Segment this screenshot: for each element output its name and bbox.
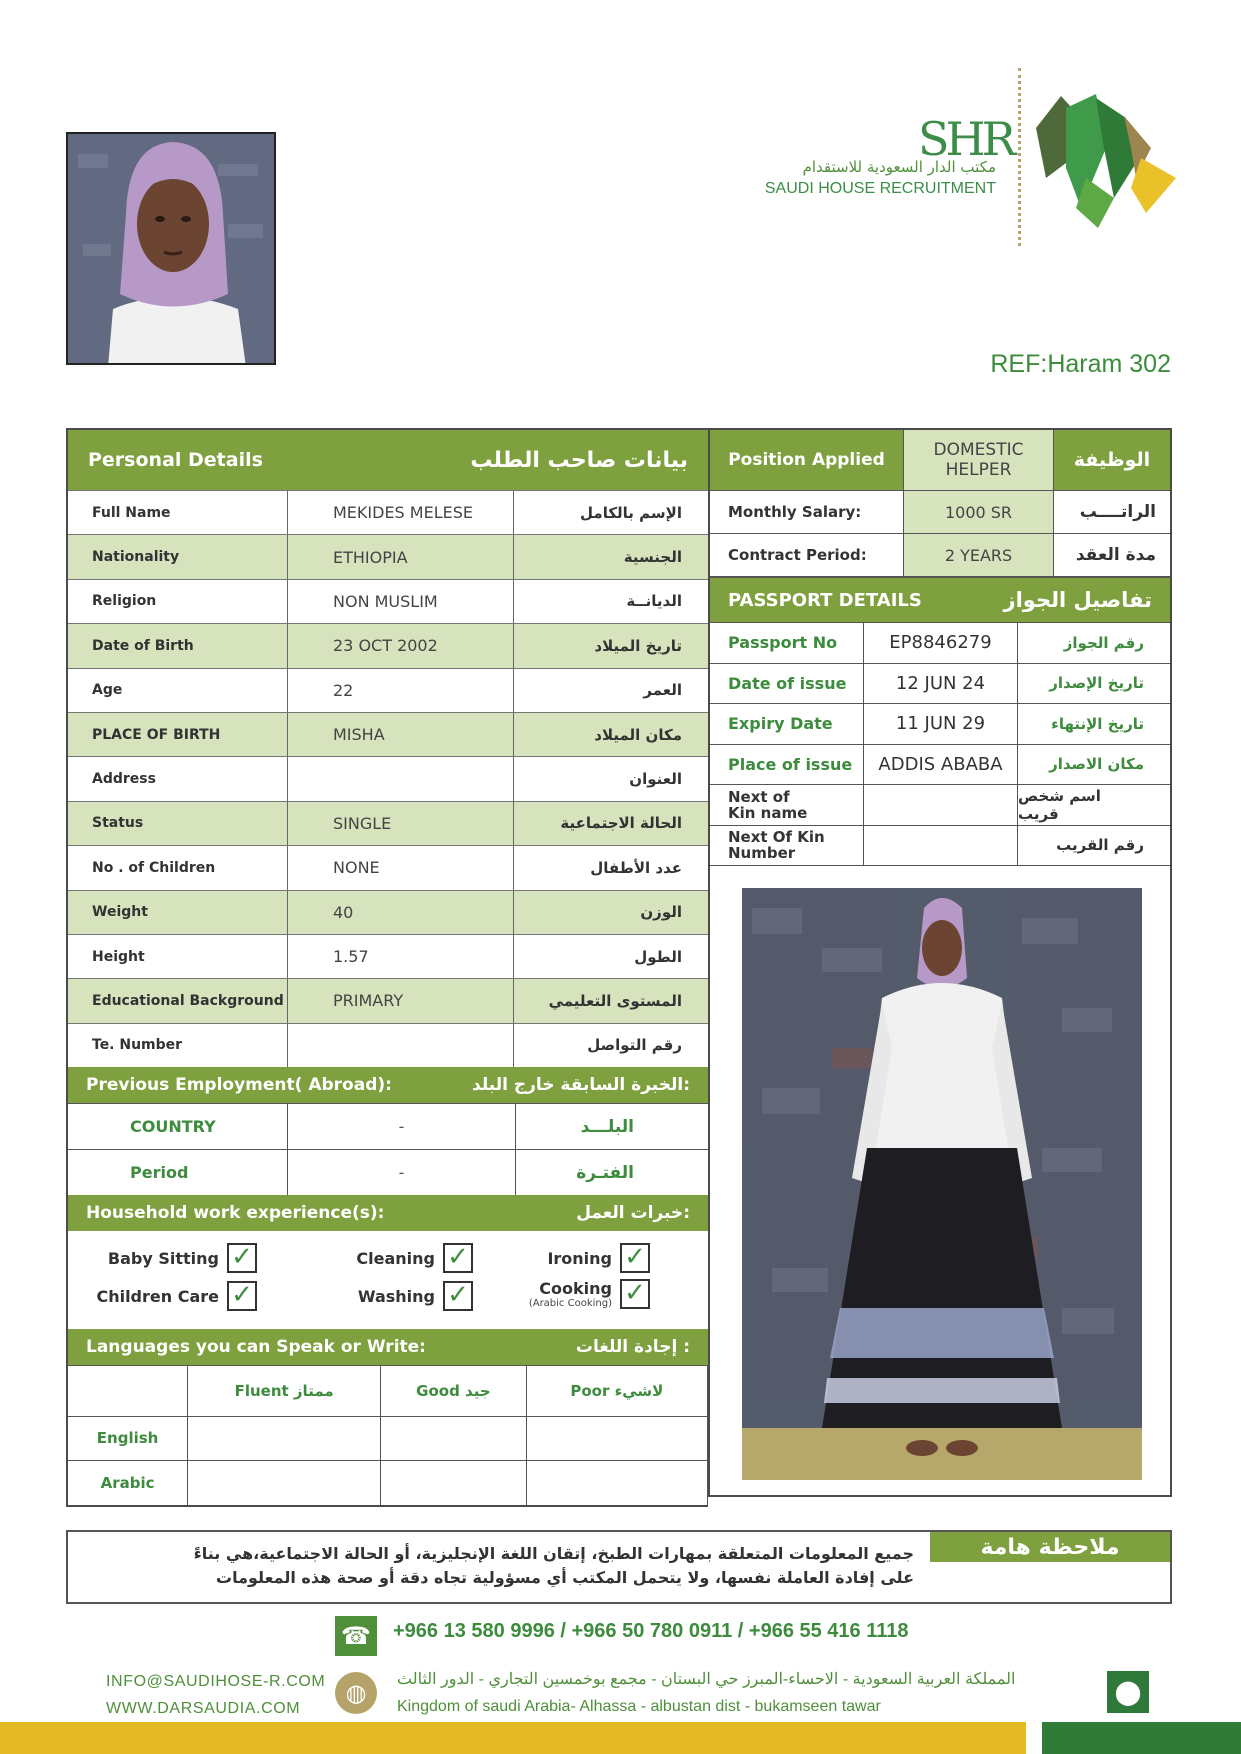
personal-label-en: Educational Background [68, 979, 288, 1022]
personal-row [68, 890, 708, 934]
passport-label-ar: رقم الجواز [1063, 633, 1144, 652]
chk-cooking-sub: (Arabic Cooking) [528, 1298, 612, 1310]
passport-row [710, 784, 1170, 825]
household-title-en: Household work experience(s): [86, 1203, 385, 1224]
lang-cell[interactable] [526, 1416, 707, 1460]
passport-label-ar: تاريخ الإصدار [1049, 674, 1144, 693]
contract-label-ar: مدة العقد [1075, 545, 1156, 565]
personal-details-title-ar: بيانات صاحب الطلب [470, 447, 688, 473]
personal-label-en: Height [68, 935, 288, 978]
lang-arabic-label: Arabic [68, 1461, 188, 1506]
personal-value[interactable]: SINGLE [288, 802, 514, 845]
personal-value[interactable]: 40 [288, 891, 514, 934]
personal-row [68, 579, 708, 623]
personal-label-en: Date of Birth [68, 624, 288, 667]
previous-value[interactable]: - [288, 1104, 516, 1149]
personal-row [68, 534, 708, 578]
checkbox-checked[interactable]: ✓ [227, 1243, 257, 1273]
full-body-image [742, 888, 1142, 1480]
previous-label-ar: الفتـرة [576, 1162, 634, 1183]
passport-rows [710, 622, 1170, 865]
lang-level-fluent: Fluent ممتاز [188, 1366, 381, 1417]
position-value: DOMESTIC HELPER [904, 430, 1054, 490]
company-logo [764, 60, 1180, 250]
personal-row [68, 668, 708, 712]
note-line-1: جميع المعلومات المتعلقة بمهارات الطبخ، إتقان اللغة الإنجليزية، أو الحالة الاجتماعية،هي بناءً [193, 1544, 914, 1563]
personal-value[interactable]: NONE [288, 846, 514, 889]
personal-label-ar: الإسم بالكامل [580, 503, 682, 522]
applicant-full-body-photo [742, 888, 1142, 1480]
passport-label-en: Date of issue [710, 664, 864, 704]
personal-value[interactable]: PRIMARY [288, 979, 514, 1022]
passport-table-bottom-rule [710, 865, 1170, 866]
personal-value[interactable]: MISHA [288, 713, 514, 756]
chk-cooking-label: Cooking [539, 1279, 612, 1299]
passport-row [710, 744, 1170, 785]
phone-numbers[interactable]: +966 13 580 9996 / +966 50 780 0911 / +966 55 416 1118 [393, 1620, 909, 1642]
passport-label-en: Expiry Date [710, 704, 864, 744]
checkbox-checked[interactable]: ✓ [443, 1281, 473, 1311]
personal-value[interactable]: NON MUSLIM [288, 580, 514, 623]
previous-employment-header [68, 1067, 708, 1103]
previous-row [68, 1149, 708, 1195]
personal-row [68, 845, 708, 889]
personal-label-ar: العمر [643, 681, 682, 700]
passport-row [710, 703, 1170, 744]
personal-details-rows [68, 490, 708, 1067]
personal-row [68, 712, 708, 756]
logo-divider [1018, 68, 1021, 246]
personal-label-en: Age [68, 669, 288, 712]
chk-label: Children Care [96, 1286, 219, 1306]
personal-value[interactable]: 23 OCT 2002 [288, 624, 514, 667]
note-title: ملاحظة هامة [930, 1532, 1170, 1562]
personal-details-title-en: Personal Details [88, 449, 263, 471]
previous-label-ar: البلـــد [580, 1116, 634, 1137]
logo-map-emblem [1026, 88, 1176, 228]
household-title-ar: خبرات العمل: [576, 1203, 690, 1224]
lang-english-label: English [68, 1416, 188, 1460]
checkbox-checked[interactable]: ✓ [227, 1281, 257, 1311]
lang-cell[interactable] [381, 1416, 527, 1460]
personal-label-ar: رقم التواصل [587, 1036, 682, 1055]
previous-row [68, 1103, 708, 1149]
personal-row [68, 934, 708, 978]
personal-label-ar: الوزن [640, 903, 682, 922]
address-en: Kingdom of saudi Arabia- Alhassa - albustan dist - bukamseen tawar [397, 1698, 881, 1715]
passport-value[interactable]: 11 JUN 29 [864, 704, 1018, 744]
salary-value: 1000 SR [904, 491, 1054, 533]
chk-label: Ironing [547, 1248, 612, 1268]
passport-value[interactable] [864, 785, 1018, 825]
lang-corner-cell [68, 1366, 188, 1417]
languages-table [68, 1365, 708, 1505]
personal-value[interactable]: MEKIDES MELESE [288, 491, 514, 534]
previous-label-en: Period [68, 1150, 288, 1195]
previous-label-en: COUNTRY [68, 1104, 288, 1149]
languages-title-en: Languages you can Speak or Write: [86, 1337, 426, 1358]
languages-title-ar: إجادة اللغات : [575, 1337, 690, 1358]
address-block [397, 1666, 1015, 1720]
passport-value[interactable] [864, 826, 1018, 866]
important-note-box [66, 1530, 1172, 1604]
personal-value[interactable]: 1.57 [288, 935, 514, 978]
household-checklist [68, 1231, 708, 1329]
previous-employment-title-ar: الخبرة السابقة خارج البلد: [472, 1075, 690, 1096]
passport-title-en: PASSPORT DETAILS [728, 589, 922, 611]
personal-label-en: PLACE OF BIRTH [68, 713, 288, 756]
website-link[interactable]: WWW.DARSAUDIA.COM [106, 1700, 301, 1717]
email-link[interactable]: INFO@SAUDIHOSE-R.COM [106, 1673, 326, 1690]
passport-label-en: Place of issue [710, 745, 864, 785]
checkbox-checked[interactable]: ✓ [443, 1243, 473, 1273]
personal-label-ar: تاريخ الميلاد [594, 636, 682, 655]
contact-links [106, 1668, 325, 1722]
chk-cleaning [323, 1243, 473, 1273]
position-label-en: Position Applied [710, 430, 904, 490]
personal-label-ar: عدد الأطفال [590, 858, 682, 877]
passport-row [710, 825, 1170, 866]
personal-label-en: Religion [68, 580, 288, 623]
chk-label [529, 1279, 612, 1309]
contract-value: 2 YEARS [904, 534, 1054, 576]
lang-level-good: Good جيد [381, 1366, 527, 1417]
passport-label-ar: اسم شخص قريب [1018, 786, 1101, 823]
chk-children-care [92, 1281, 257, 1311]
personal-label-en: Te. Number [68, 1024, 288, 1067]
phone-icon: ☎ [335, 1616, 377, 1656]
chk-ironing [498, 1243, 650, 1273]
note-line-2: على إفادة العاملة نفسها، ولا يتحمل المكتب أي مسؤولية تجاه دقة أو صحة هذه المعلومات [216, 1568, 914, 1587]
contract-label-en: Contract Period: [710, 534, 904, 576]
applicant-portrait-photo [66, 132, 276, 365]
globe-icon: ◍ [335, 1672, 377, 1714]
address-ar: المملكة العربية السعودية - الاحساء-المبرز حي البستان - مجمع بوخمسين التجاري - الدور الثالث [397, 1671, 1016, 1688]
lang-cell[interactable] [526, 1461, 707, 1506]
personal-row [68, 801, 708, 845]
logo-english-name: SAUDI HOUSE RECRUITMENT [764, 180, 996, 197]
passport-header [710, 576, 1170, 622]
salary-label-en: Monthly Salary: [710, 491, 904, 533]
personal-label-ar: مكان الميلاد [594, 725, 682, 744]
footer-yellow-bar [0, 1722, 1026, 1754]
passport-row [710, 622, 1170, 663]
personal-row [68, 490, 708, 534]
footer-green-bar [1042, 1722, 1241, 1754]
personal-row [68, 1023, 708, 1067]
checkbox-checked[interactable]: ✓ [620, 1243, 650, 1273]
personal-details-table [66, 428, 708, 1507]
logo-letters: SHR [918, 112, 1013, 166]
lang-cell[interactable] [381, 1461, 527, 1506]
salary-label-ar: الراتــــب [1079, 502, 1156, 522]
personal-value[interactable] [288, 757, 514, 800]
personal-row [68, 978, 708, 1022]
previous-value[interactable]: - [288, 1150, 516, 1195]
passport-title-ar: تفاصيل الجواز [1003, 588, 1152, 612]
household-header [68, 1195, 708, 1231]
personal-label-en: Address [68, 757, 288, 800]
personal-label-ar: الطول [634, 947, 682, 966]
reference-number: REF:Haram 302 [990, 350, 1171, 378]
passport-label-ar: تاريخ الإنتهاء [1051, 714, 1144, 733]
passport-row [710, 663, 1170, 704]
personal-label-en: No . of Children [68, 846, 288, 889]
passport-label-en: Next Of Kin Number [710, 826, 864, 866]
previous-employment-title-en: Previous Employment( Abroad): [86, 1075, 392, 1096]
contract-row [710, 533, 1170, 576]
passport-label-ar: رقم القريب [1056, 836, 1144, 855]
passport-label-ar: مكان الاصدار [1049, 755, 1144, 774]
chk-label: Baby Sitting [107, 1248, 219, 1268]
lang-cell[interactable] [188, 1416, 381, 1460]
portrait-image [68, 134, 276, 365]
personal-value[interactable]: ETHIOPIA [288, 535, 514, 578]
personal-label-en: Status [68, 802, 288, 845]
personal-label-en: Full Name [68, 491, 288, 534]
personal-label-ar: المستوى التعليمي [548, 991, 682, 1010]
personal-value[interactable] [288, 1024, 514, 1067]
position-label-ar: الوظيفة [1054, 430, 1170, 490]
passport-value[interactable]: 12 JUN 24 [864, 664, 1018, 704]
salary-row [710, 490, 1170, 533]
passport-label-en: Passport No [710, 623, 864, 663]
languages-header [68, 1329, 708, 1365]
position-row [710, 430, 1170, 490]
passport-value[interactable]: EP8846279 [864, 623, 1018, 663]
personal-label-ar: الجنسية [623, 548, 682, 567]
lang-level-poor: Poor لاشيء [526, 1366, 707, 1417]
passport-value[interactable]: ADDIS ABABA [864, 745, 1018, 785]
logo-arabic-name: مكتب الدار السعودية للاستقدام [802, 158, 996, 176]
personal-label-en: Nationality [68, 535, 288, 578]
previous-employment-rows [68, 1103, 708, 1195]
personal-label-en: Weight [68, 891, 288, 934]
lang-cell[interactable] [188, 1461, 381, 1506]
personal-details-header [68, 430, 708, 490]
personal-value[interactable]: 22 [288, 669, 514, 712]
note-text [94, 1542, 914, 1590]
personal-row [68, 623, 708, 667]
chk-washing [323, 1281, 473, 1311]
chk-label: Cleaning [356, 1248, 435, 1268]
checkbox-checked[interactable]: ✓ [620, 1279, 650, 1309]
personal-row [68, 756, 708, 800]
chk-cooking [468, 1279, 650, 1309]
personal-label-ar: الديانــة [626, 592, 682, 611]
personal-label-ar: العنوان [629, 770, 682, 789]
location-pin-icon: ⬤ [1107, 1671, 1149, 1713]
passport-label-en: Next of Kin name [710, 785, 864, 825]
chk-label: Washing [357, 1286, 435, 1306]
chk-baby-sitting [102, 1243, 257, 1273]
personal-label-ar: الحالة الاجتماعية [560, 814, 682, 833]
